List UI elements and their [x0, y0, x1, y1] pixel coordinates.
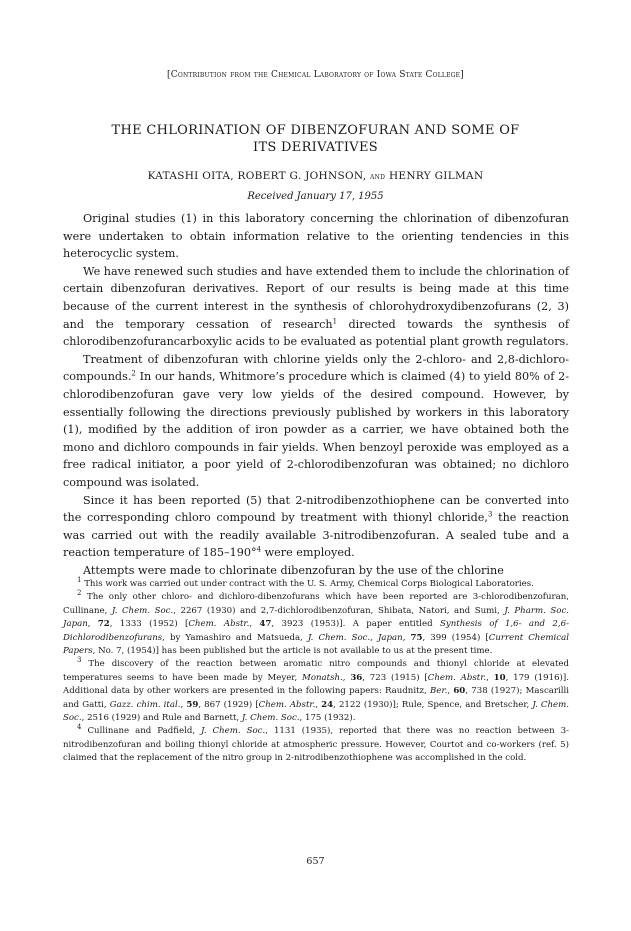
footnote-4-text: Cullinane and Padfield, [81, 726, 202, 737]
paragraph-2 [63, 263, 569, 351]
journal-name: J. Chem. Soc. [63, 699, 569, 724]
footnote-4-text: , 1131 (1935), reported that there was no reaction between 3-nitrodibenzofuran and boiling thionyl chloride at atmospheric pressure. However, Courtot and co-workers (ref. 5) claimed that the replacement of the nitro group in 2-nitrodibenzothiophene was accomplished in the cold. [63, 726, 569, 764]
footnote-3-text: , 179 (1916)]. Additional data by other workers are presented in the following papers: Raudnitz, [63, 672, 569, 697]
paragraph-5: Attempts were made to chlorinate dibenzofuran by the use of the chlorine [83, 563, 504, 577]
footnote-2-text: , 2267 (1930) and 2,7-dichlorodibenzofuran, Shibata, Natori, and Sumi, [173, 605, 505, 616]
journal-name: Gazz. chim. ital. [109, 699, 181, 710]
received-date: Received January 17, 1955 [247, 191, 384, 202]
volume-number: 47 [259, 619, 272, 630]
footnote-4-mark: 4 [77, 723, 82, 732]
paragraph-4-text-b: the reaction was carried out with the readily available 3-nitrodibenzofuran. A sealed tube and a reaction temperature of 185–190° [63, 511, 569, 560]
journal-name: Chem. Abstr. [427, 672, 487, 683]
footnote-2-mark: 2 [77, 589, 82, 598]
footnote-1 [63, 578, 569, 591]
journal-name: J. Pharm. Soc. Japan [63, 605, 569, 630]
paragraph-4 [63, 492, 569, 562]
journal-name: Chem. Abstr. [188, 619, 250, 630]
footnote-2-text: The only other chloro- and dichloro-dibenzofurans which have been reported are 3-chlorodibenzofuran, Cullinane, [63, 592, 569, 616]
journal-name: J. Chem. Soc. [111, 605, 174, 616]
journal-name: J. Chem. Soc. [201, 726, 266, 737]
footnote-1-mark: 1 [77, 576, 82, 585]
footnote-2-text: , 399 (1954) [ [422, 632, 489, 643]
paragraph-3-text-a: Treatment of dibenzofuran with chlorine yields only the 2-chloro- and 2,8-dichloro- compounds. [63, 352, 569, 384]
footnote-2-text: , 1333 (1952) [ [109, 619, 189, 630]
paragraph-2-text-a: We have renewed such studies and have extended them to include the chlorination of certain dibenzofuran derivatives. Report of our results is being made at this time because of the current interest in the synthesis of chlorohydroxydibenzofurans (2, 3) and the temporary cessation of research [63, 264, 569, 331]
footnote-2: $^2$ The only other chloro- and dichloro-dibenzofurans which have been reported are 3-chlorodibenzofuran, Cullinane, J. Chem. Soc., 2267 (1930) and 2,7-dichlorodibenzofuran, Shibata, Natori, and Sumi, J. Pharm. Soc. Japan, 72, 1333 (1952) [Chem. Abstr., 47, 3923 (1953)]. A paper entitled Synthesis of 1,6- and 2,6-Dichlorodibenzofurans, by Yamashiro and Matsueda, J. Chem. Soc., Japan, 75, 399 (1954) [Current Chemical Papers, No. 7, (1954)] has been published but the article is not available to us at the present time. [63, 589, 569, 657]
footnote-ref-4: 4 [256, 545, 262, 554]
author-conjunction: and [370, 172, 386, 182]
volume-number: 10 [493, 672, 506, 683]
paragraph-3 [63, 351, 569, 492]
footnote-2-text: , by Yamashiro and Matsueda, [162, 632, 308, 643]
author-2: ROBERT G. JOHNSON, [237, 170, 367, 182]
footnote-1-text: This work was carried out under contract with the U. S. Army, Chemical Corps Biological Laboratories. [81, 579, 534, 589]
contribution-header: [Contribution from the Chemical Laboratory of Iowa State College] [167, 70, 464, 80]
footnote-ref-3: 3 [487, 510, 493, 519]
footnote-3-text: , 2516 (1929) and Rule and Barnett, [81, 713, 242, 724]
journal-name: Monatsh. [302, 672, 343, 683]
article-title [60, 122, 571, 156]
volume-number: 59 [186, 699, 199, 710]
paper-title: Synthesis of 1,6- and 2,6-Dichlorodibenzofurans [63, 619, 569, 643]
title-line-1: THE CHLORINATION OF DIBENZOFURAN AND SOME OF [111, 123, 520, 138]
footnote-ref-2: 2 [131, 369, 136, 378]
volume-number: 75 [410, 632, 423, 643]
footnotes [63, 578, 569, 766]
volume-number: 36 [350, 672, 363, 683]
journal-name: J. Chem. Soc., Japan [307, 632, 403, 643]
footnote-3-mark: 3 [77, 656, 82, 665]
footnote-3-text: , 723 (1915) [ [362, 672, 428, 683]
journal-name: Ber. [430, 686, 448, 697]
footnote-3-text: , 867 (1929) [ [198, 699, 259, 710]
paragraph-4-text-a: Since it has been reported (5) that 2-nitrodibenzothiophene can be converted into the corresponding chloro compound by treatment with thionyl chloride, [63, 493, 569, 525]
journal-name: Chem. Abstr. [258, 699, 316, 710]
page-number: 657 [306, 856, 325, 867]
paragraph-3-text-b: In our hands, Whitmore’s procedure which is claimed (4) to yield 80% of 2-chlorodibenzofuran gave very low yields of the desired compound. However, by essentially following the directions previously published by workers in this laboratory (1), modified by the addition of iron powder as a carrier, we have obtained both the mono and dichloro compounds in fair yields. When benzoyl peroxide was employed as a free radical initiator, a poor yield of 2-chlorodibenzofuran was obtained; no dichloro compound was isolated. [63, 370, 569, 489]
footnote-3: $^3$ The discovery of the reaction between aromatic nitro compounds and thionyl chloride at elevated temperatures seems to have been made by Meyer, Monatsh., 36, 723 (1915) [Chem. Abstr., 10, 179 (1916)]. Additional data by other workers are presented in the following papers: Raudnitz, Ber., 60, 738 (1927); Mascarilli and Gatti, Gazz. chim. ital., 59, 867 (1929) [Chem. Abstr., 24, 2122 (1930)]; Rule, Spence, and Bretscher, J. Chem. Soc., 2516 (1929) and Rule and Barnett, J. Chem. Soc., 175 (1932). [63, 656, 569, 724]
paragraph-1: Original studies (1) in this laboratory concerning the chlorination of dibenzofuran were undertaken to obtain information relative to the orienting tendencies in this heterocyclic system. [63, 212, 569, 261]
volume-number: 24 [321, 699, 334, 710]
footnote-3-text: , 175 (1932). [299, 713, 356, 724]
footnote-2-text: , No. 7, (1954)] has been published but the article is not available to us at the present time. [92, 646, 493, 657]
footnote-ref-1: 1 [332, 316, 338, 325]
paragraph-2-text-b: directed towards the synthesis of chlorodibenzofurancarboxylic acids to be evaluated as potential plant growth regulators. [63, 317, 569, 349]
author-1: KATASHI OITA, [147, 170, 234, 182]
footnote-3-text: , 738 (1927); Mascarilli and Gatti, [63, 686, 569, 710]
title-line-2: ITS DERIVATIVES [253, 140, 378, 155]
volume-number: 72 [97, 619, 110, 630]
journal-name: Current Chemical Papers [63, 632, 569, 657]
footnote-2-text: , 3923 (1953)]. A paper entitled [271, 619, 440, 630]
author-list [0, 170, 631, 182]
footnote-3-text: The discovery of the reaction between aromatic nitro compounds and thionyl chloride at elevated temperatures seems to have been made by Meyer, [63, 659, 569, 683]
footnote-4 [63, 725, 569, 765]
footnote-3-text: , 2122 (1930)]; Rule, Spence, and Bretscher, [333, 699, 533, 710]
paragraph-4-text-c: were employed. [261, 546, 355, 560]
journal-name: J. Chem. Soc. [241, 713, 300, 724]
volume-number: 60 [453, 686, 466, 697]
author-3: HENRY GILMAN [388, 170, 484, 182]
article-body [63, 210, 569, 579]
